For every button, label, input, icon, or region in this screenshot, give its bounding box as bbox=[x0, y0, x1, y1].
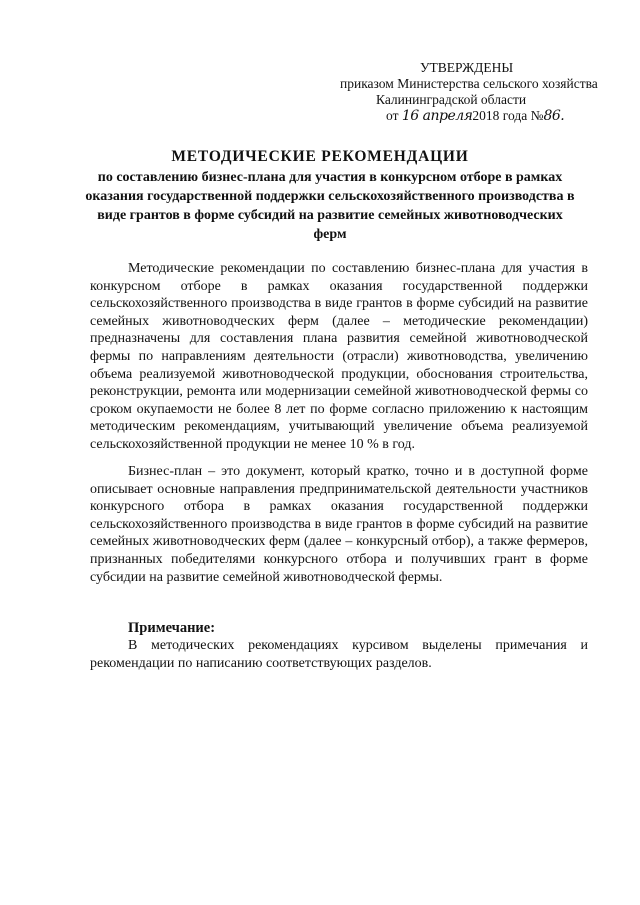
approval-heading: УТВЕРЖДЕНЫ bbox=[420, 60, 514, 75]
document-title: МЕТОДИЧЕСКИЕ РЕКОМЕНДАЦИИ bbox=[171, 148, 469, 165]
handwritten-order-number: 86. bbox=[543, 108, 565, 124]
date-middle: 2018 года № bbox=[472, 108, 544, 123]
approval-order-line: приказом Министерства сельского хозяйства bbox=[340, 76, 598, 91]
approval-date-line bbox=[320, 108, 620, 124]
document-subtitle: по составлению бизнес-плана для участия в конкурсном отборе в рамках оказания государственной поддержки сельскохозяйственного производства в виде грантов в форме субсидий на развитие семейных животноводческих ферм bbox=[85, 170, 575, 242]
paragraph-intro: Методические рекомендации по составлению бизнес-плана для участия в конкурсном отборе в рамках оказания государственной поддержки сельскохозяйственного производства в виде грантов в форме субсидий на развитие семейных животноводческих ферм (далее – методические рекомендации) предназначены для составления плана развития семейной животноводческой фермы по направлениям деятельности (отрасли) животноводства, увеличению объема реализуемой животноводческой продукции, обоснования строительства, реконструкции, ремонта или модернизации семейной животноводческой фермы со сроком окупаемости не более 8 лет по форме согласно приложению к настоящим методическим рекомендациям, учитывающий увеличение объема реализуемой сельскохозяйственной продукции не менее 10 % в год. bbox=[90, 261, 588, 452]
note-heading: Примечание: bbox=[128, 620, 216, 636]
approval-stamp bbox=[320, 60, 620, 124]
handwritten-date: 16 апреля bbox=[401, 108, 473, 124]
approval-region-line: Калининградской области bbox=[376, 92, 527, 107]
date-prefix: от bbox=[386, 108, 399, 123]
paragraph-business-plan: Бизнес-план – это документ, который кратко, точно и в доступной форме описывает основные направления предпринимательской деятельности участников конкурсного отбора в рамках оказания государственной поддержки сельскохозяйственного производства в виде грантов в форме субсидий на развитие семейных животноводческих ферм (далее – конкурсный отбор), а также фермеров, признанных победителями конкурсного отбора и получивших грант в форме субсидии на развитие семейной животноводческой фермы. bbox=[90, 464, 588, 585]
note-text: В методических рекомендациях курсивом выделены примечания и рекомендации по написанию соответствующих разделов. bbox=[90, 638, 588, 671]
